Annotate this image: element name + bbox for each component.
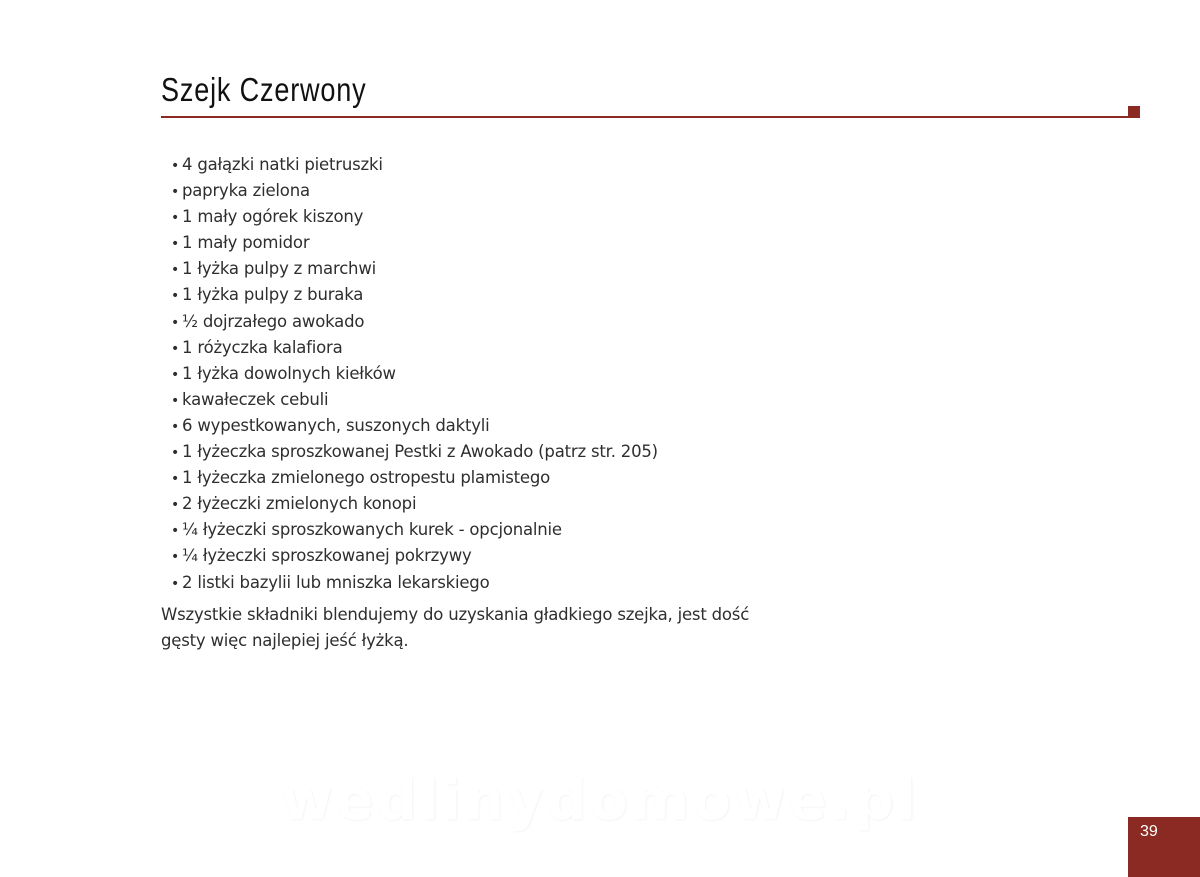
ingredient-item <box>171 230 658 256</box>
page-number: 39 <box>1140 823 1158 840</box>
bullet-icon: • <box>171 262 180 279</box>
ingredient-text: ½ dojrzałego awokado <box>182 311 365 331</box>
instructions-line: Wszystkie składniki blendujemy do uzyskania gładkiego szejka, jest dość <box>161 605 750 624</box>
ingredient-text: 1 mały ogórek kiszony <box>182 207 364 227</box>
ingredient-item <box>171 387 658 413</box>
ingredient-item <box>171 570 658 596</box>
ingredient-text: 2 listki bazylii lub mniszka lekarskiego <box>182 572 490 592</box>
ingredient-text: 1 mały pomidor <box>182 233 310 253</box>
ingredient-text: kawałeczek cebuli <box>182 389 329 409</box>
ingredient-item <box>171 361 658 387</box>
bullet-icon: • <box>171 236 180 253</box>
title-accent-square <box>1128 106 1140 118</box>
instructions-line: gęsty więc najlepiej jeść łyżką. <box>161 631 409 650</box>
ingredient-item <box>171 282 658 308</box>
ingredient-item <box>171 309 658 335</box>
ingredient-item <box>171 204 658 230</box>
ingredient-item <box>171 517 658 543</box>
bullet-icon: • <box>171 340 180 357</box>
ingredient-item <box>171 465 658 491</box>
ingredient-item <box>171 543 658 569</box>
bullet-icon: • <box>171 523 180 540</box>
page-number-box <box>1128 817 1200 877</box>
ingredient-text: 1 łyżeczka zmielonego ostropestu plamistego <box>182 468 551 488</box>
bullet-icon: • <box>171 392 180 409</box>
bullet-icon: • <box>171 471 180 488</box>
bullet-icon: • <box>171 314 180 331</box>
bullet-icon: • <box>171 210 180 227</box>
bullet-icon: • <box>171 184 180 201</box>
instructions-paragraph <box>161 602 750 654</box>
ingredient-text: 2 łyżeczki zmielonych konopi <box>182 494 417 514</box>
ingredient-item <box>171 178 658 204</box>
ingredient-text: 4 gałązki natki pietruszki <box>182 155 383 174</box>
ingredient-list <box>171 152 658 596</box>
ingredient-item <box>171 256 658 282</box>
bullet-icon: • <box>171 445 180 462</box>
bullet-icon: • <box>171 549 180 566</box>
ingredient-text: 1 różyczka kalafiora <box>182 337 343 357</box>
title-divider <box>161 116 1128 118</box>
bullet-icon: • <box>171 366 180 383</box>
ingredient-text: ¼ łyżeczki sproszkowanych kurek - opcjonalnie <box>182 520 562 540</box>
ingredient-item <box>171 152 658 178</box>
bullet-icon: • <box>171 158 180 174</box>
ingredient-item <box>171 413 658 439</box>
ingredient-text: papryka zielona <box>182 181 310 201</box>
bullet-icon: • <box>171 497 180 514</box>
bullet-icon: • <box>171 575 180 592</box>
ingredient-item <box>171 491 658 517</box>
ingredient-item <box>171 439 658 465</box>
ingredient-text: 1 łyżka pulpy z marchwi <box>182 259 376 279</box>
ingredient-text: 1 łyżka dowolnych kiełków <box>182 363 396 383</box>
ingredient-text: 6 wypestkowanych, suszonych daktyli <box>182 415 490 435</box>
watermark: wedlinydomowe.pl <box>280 768 920 833</box>
ingredient-text: 1 łyżeczka sproszkowanej Pestki z Awokado (patrz str. 205) <box>182 442 658 462</box>
bullet-icon: • <box>171 288 180 305</box>
page-title: Szejk Czerwony <box>161 71 367 108</box>
ingredient-text: 1 łyżka pulpy z buraka <box>182 285 364 305</box>
bullet-icon: • <box>171 418 180 435</box>
ingredient-text: ¼ łyżeczki sproszkowanej pokrzywy <box>182 546 472 566</box>
ingredient-item <box>171 335 658 361</box>
